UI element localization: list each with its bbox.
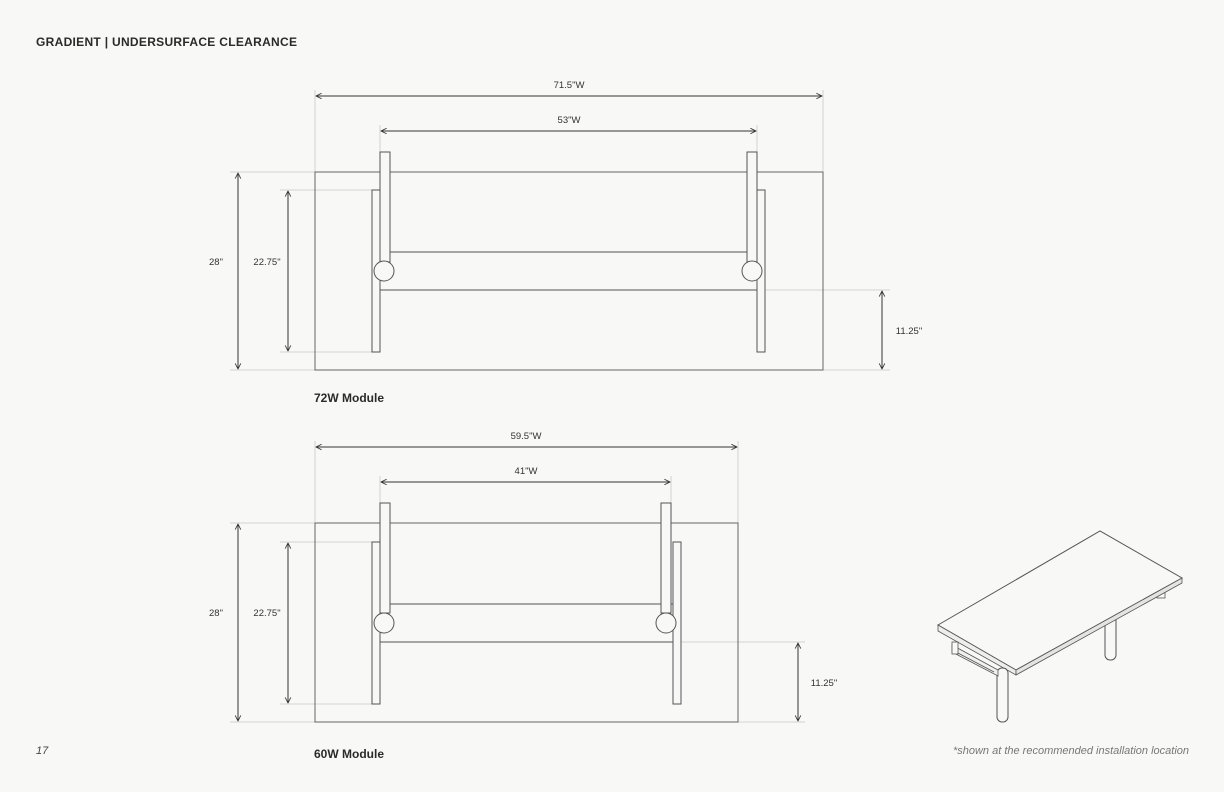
footnote: *shown at the recommended installation location [952,745,1189,757]
leg-right-upper [747,152,757,262]
module-label-72w: 72W Module [314,391,385,405]
motor-left [374,613,394,633]
dim-leg-depth-60w: 22.75" [253,608,281,619]
page-title: GRADIENT | UNDERSURFACE CLEARANCE [36,35,298,49]
dim-clearance-72w: 11.25" [895,326,923,337]
leg-left-upper [380,152,390,262]
leg-left-upper [380,503,390,613]
motor-right [656,613,676,633]
dim-depth-60w: 28" [209,608,223,619]
motor-right [742,261,762,281]
crossbar [372,604,681,642]
leg-right-upper [661,503,671,613]
crossbar [372,252,765,290]
dim-clearance-60w: 11.25" [810,678,838,689]
dim-overall-width-60w: 59.5"W [510,431,542,442]
page-number: 17 [36,745,49,757]
module-72w-drawing [209,80,922,405]
dim-depth-72w: 28" [209,257,223,268]
module-label-60w: 60W Module [314,747,385,761]
module-60w-drawing [209,431,837,761]
dim-leg-depth-72w: 22.75" [253,257,281,268]
motor-left [374,261,394,281]
isometric-desk-illustration [938,531,1182,722]
dim-inner-width-60w: 41"W [514,466,538,477]
dim-inner-width-72w: 53"W [557,115,581,126]
dim-overall-width-72w: 71.5"W [553,80,585,91]
